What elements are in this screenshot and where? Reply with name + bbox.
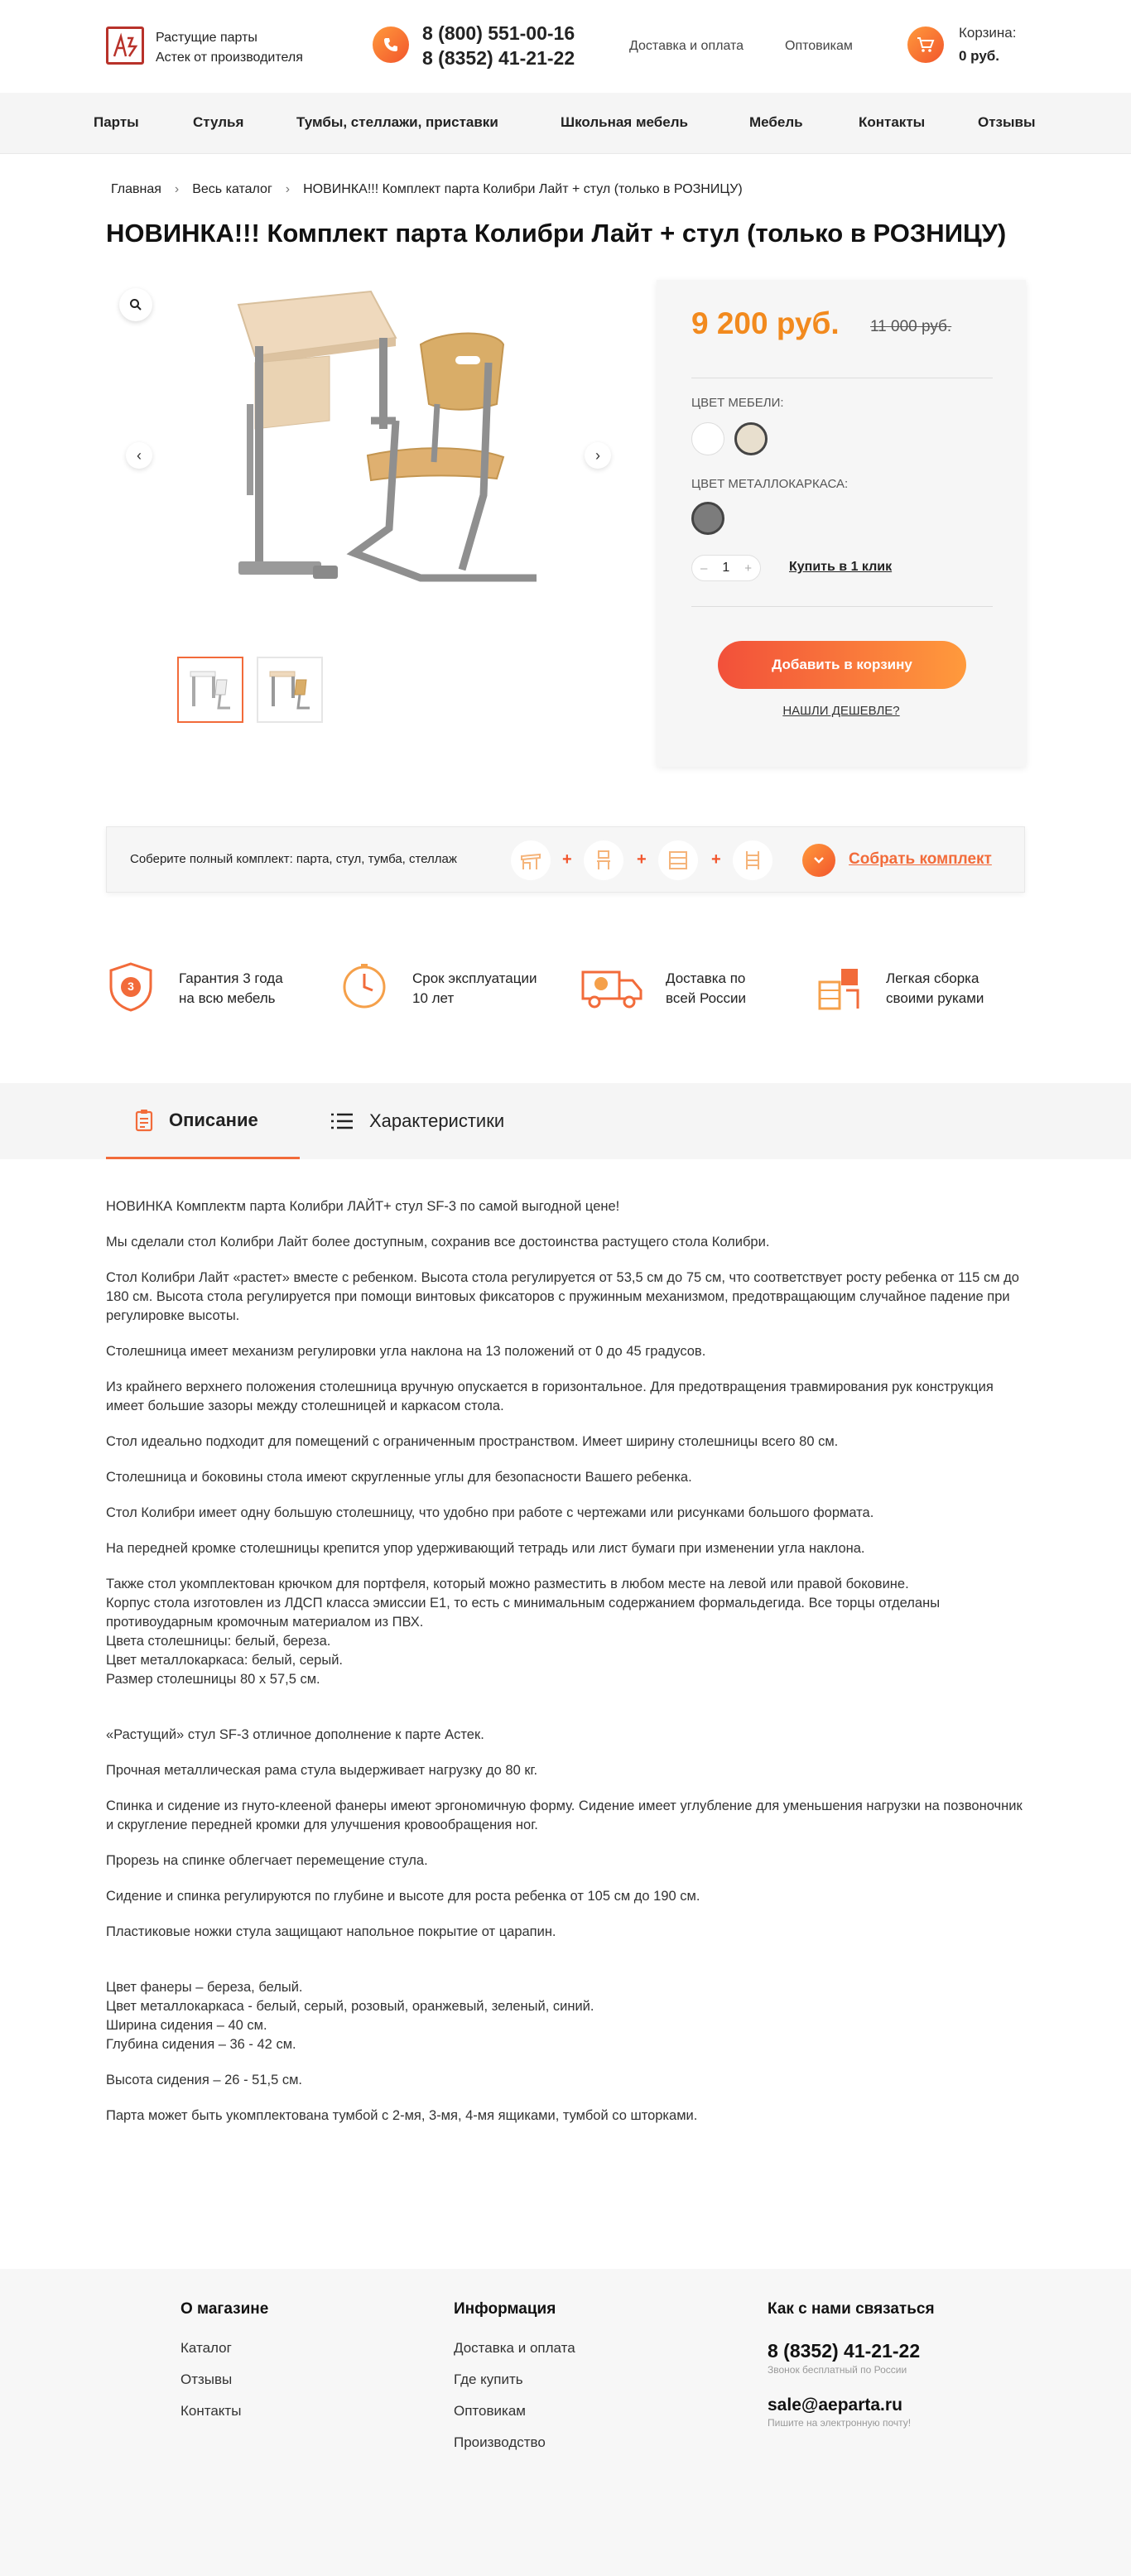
assembly-icon (813, 961, 863, 1014)
kit-bar (106, 826, 1025, 893)
description-line: Ширина сидения – 40 см. (106, 2018, 267, 2033)
spacer (106, 1706, 1025, 1726)
clock-icon (339, 961, 389, 1014)
footer-link-delivery[interactable]: Доставка и оплата (454, 2340, 575, 2356)
feature-delivery (580, 961, 811, 1018)
buy-one-click-link[interactable]: Купить в 1 клик (789, 560, 893, 574)
feature-line-1: Срок эксплуатации (412, 970, 537, 986)
footer-about (180, 2300, 268, 2434)
tab-specs-label: Характеристики (369, 1110, 505, 1131)
product-gallery (106, 280, 609, 641)
breadcrumb-separator: › (285, 182, 291, 196)
desk-icon (511, 840, 551, 880)
footer-link-catalog[interactable]: Каталог (180, 2340, 232, 2356)
nav-item-contacts[interactable]: Контакты (859, 114, 926, 130)
shelf-icon (733, 840, 772, 880)
nav-item-desks[interactable]: Парты (94, 114, 139, 130)
description-line: Цвет фанеры – береза, белый. (106, 1980, 303, 1995)
description-paragraph: На передней кромке столешницы крепится упор удерживающий тетрадь или лист бумаги при изменении угла наклона. (106, 1541, 865, 1556)
feature-text (666, 969, 746, 1009)
phone-icon[interactable] (373, 26, 409, 63)
description-paragraph: Спинка и сидение из гнуто-клееной фанеры имеют эргономичную форму. Сидение имеет углубление для уменьшения нагрузки на позвоночник и скругление передней кромки для улучшения кровообращения ног. (106, 1798, 1023, 1832)
footer-phone-note: Звонок бесплатный по России (768, 2364, 907, 2376)
cabinet-icon (658, 840, 698, 880)
list-icon (330, 1111, 354, 1131)
chevron-down-icon[interactable] (802, 844, 835, 877)
cart-summary[interactable] (959, 22, 1016, 68)
breadcrumb-home[interactable]: Главная (111, 182, 161, 196)
chair-icon (584, 840, 623, 880)
furniture-color-label: ЦВЕТ МЕБЕЛИ: (691, 396, 784, 410)
thumbnail-1[interactable] (177, 657, 243, 723)
feature-line-2: на всю мебель (179, 990, 276, 1006)
zoom-icon[interactable] (119, 288, 152, 321)
footer-info-title: Информация (454, 2300, 556, 2318)
kit-plus: + (562, 850, 572, 869)
description-paragraph: Стол Колибри Лайт «растет» вместе с ребенком. Высота стола регулируется от 53,5 см до 75 см, что соответствует росту ребенка от 115 см до 180 см. Высота стола регулируется при помощи винтовых фиксаторов с пружинным механизмом, предотвращающим случайное падение при регулировке высоты. (106, 1270, 1019, 1323)
footer-phone[interactable]: 8 (8352) 41-21-22 (768, 2340, 921, 2362)
phone-2[interactable]: 8 (8352) 41-21-22 (422, 47, 575, 69)
spacer (106, 1958, 1025, 1978)
warranty-badge: 3 (128, 980, 134, 993)
logo-line-2: Астек от производителя (156, 51, 303, 65)
quantity-stepper[interactable] (691, 555, 761, 581)
description-paragraph: Пластиковые ножки стула защищают напольное покрытие от царапин. (106, 1924, 556, 1939)
description-paragraph: Столешница имеет механизм регулировки угла наклона на 13 положений от 0 до 45 градусов. (106, 1344, 706, 1359)
description-line: Цвет металлокаркаса - белый, серый, розовый, оранжевый, зеленый, синий. (106, 1999, 594, 2014)
quantity-value[interactable]: 1 (722, 561, 730, 575)
tab-description-label: Описание (169, 1109, 258, 1130)
next-image-button[interactable]: › (585, 442, 611, 469)
description-paragraph: НОВИНКА Комплектм парта Колибри ЛАЙТ+ стул SF-3 по самой выгодной цене! (106, 1199, 620, 1214)
description-paragraph: Стол идеально подходит для помещений с ограниченным пространством. Имеет ширину столешницы всего 80 см. (106, 1434, 839, 1449)
product-image (197, 280, 561, 641)
logo-mark-icon (111, 31, 139, 60)
description-paragraph: Сидение и спинка регулируются по глубине и высоте для роста ребенка от 105 см до 190 см. (106, 1889, 700, 1904)
price-box (657, 280, 1026, 767)
quantity-plus[interactable]: + (744, 561, 752, 575)
feature-line-1: Доставка по (666, 970, 746, 986)
logo[interactable] (106, 26, 144, 65)
site-footer (0, 2269, 1131, 2576)
description-paragraph: Стол Колибри имеет одну большую столешницу, что удобно при работе с чертежами или рисунками большого формата. (106, 1505, 874, 1520)
breadcrumb (111, 182, 743, 197)
feature-assembly (813, 961, 1045, 1018)
product-old-price: 11 000 руб. (870, 318, 952, 335)
feature-lifetime (339, 961, 571, 1018)
description-paragraph: Прорезь на спинке облегчает перемещение стула. (106, 1853, 428, 1868)
header-phones (422, 21, 575, 70)
breadcrumb-separator: › (174, 182, 180, 196)
nav-item-reviews[interactable]: Отзывы (978, 114, 1036, 130)
description-paragraph: Парта может быть укомплектована тумбой с 2-мя, 3-мя, 4-мя ящиками, тумбой со шторками. (106, 2108, 698, 2123)
feature-text (179, 969, 283, 1009)
document-icon (134, 1109, 154, 1132)
description-paragraph: Высота сидения – 26 - 51,5 см. (106, 2073, 303, 2087)
kit-plus: + (637, 850, 647, 869)
feature-warranty (106, 961, 338, 1018)
description-line: Глубина сидения – 36 - 42 см. (106, 2037, 296, 2052)
phone-1[interactable]: 8 (800) 551-00-16 (422, 22, 575, 44)
cart-total: 0 руб. (959, 48, 1000, 64)
quantity-minus[interactable]: – (700, 561, 708, 575)
site-header (0, 0, 1131, 93)
feature-line-2: 10 лет (412, 990, 455, 1006)
furniture-color-birch[interactable] (734, 422, 768, 455)
frame-color-grey[interactable] (691, 502, 724, 535)
description-paragraph: Из крайнего верхнего положения столешница вручную опускается в горизонтальное. Для предотвращения травмирования рук конструкция имеет большие зазоры между столешницей и каркасом стола. (106, 1379, 994, 1413)
wholesale-link[interactable]: Оптовикам (785, 39, 853, 53)
footer-about-title: О магазине (180, 2300, 269, 2318)
product-price: 9 200 руб. (691, 306, 840, 340)
logo-text (156, 28, 303, 68)
footer-link-wholesale[interactable]: Оптовикам (454, 2403, 526, 2419)
description-line: Размер столешницы 80 х 57,5 см. (106, 1672, 320, 1687)
description-paragraph: Мы сделали стол Колибри Лайт более доступным, сохранив все достоинства растущего стола Колибри. (106, 1235, 770, 1249)
footer-email-note: Пишите на электронную почту! (768, 2417, 912, 2429)
footer-email[interactable]: sale@aeparta.ru (768, 2395, 902, 2415)
page-title: НОВИНКА!!! Комплект парта Колибри Лайт + стул (только в РОЗНИЦУ) (106, 219, 1007, 248)
footer-link-production[interactable]: Производство (454, 2434, 546, 2450)
footer-link-contacts[interactable]: Контакты (180, 2403, 242, 2419)
nav-item-cabinets[interactable]: Тумбы, стеллажи, приставки (296, 114, 498, 130)
feature-text (412, 969, 537, 1009)
delivery-link[interactable]: Доставка и оплата (629, 39, 744, 53)
description-paragraph: «Растущий» стул SF-3 отличное дополнение к парте Астек. (106, 1727, 484, 1742)
footer-link-where-to-buy[interactable]: Где купить (454, 2371, 523, 2387)
footer-contacts (768, 2300, 935, 2429)
feature-line-1: Гарантия 3 года (179, 970, 283, 986)
found-cheaper-link[interactable]: НАШЛИ ДЕШЕВЛЕ? (782, 704, 900, 718)
feature-text (886, 969, 984, 1009)
cart-label: Корзина: (959, 25, 1017, 41)
description-line: Корпус стола изготовлен из ЛДСП класса эмиссии Е1, то есть с минимальным содержанием формальдегида. Все торцы отделаны противоударным кромочным материалом из ПВХ. (106, 1596, 941, 1630)
tab-description[interactable] (106, 1083, 300, 1159)
description-paragraph: Столешница и боковины стола имеют скругленные углы для безопасности Вашего ребенка. (106, 1470, 692, 1485)
product-description (106, 1197, 1025, 2142)
feature-line-1: Легкая сборка (886, 970, 979, 986)
divider (691, 606, 993, 607)
breadcrumb-catalog[interactable]: Весь каталог (192, 182, 272, 196)
frame-color-label: ЦВЕТ МЕТАЛЛОКАРКАСА: (691, 477, 849, 491)
kit-text: Соберите полный комплект: парта, стул, тумба, стеллаж (130, 852, 457, 866)
nav-item-chairs[interactable]: Стулья (193, 114, 244, 130)
main-nav (0, 93, 1131, 154)
description-line: Цвет металлокаркаса: белый, серый. (106, 1653, 344, 1668)
cart-icon[interactable] (907, 26, 944, 63)
build-kit-link[interactable]: Собрать комплект (849, 850, 992, 868)
description-line: Также стол укомплектован крючком для портфеля, который можно разместить в любом месте на левой или правой боковине. (106, 1577, 909, 1591)
tab-specs[interactable] (330, 1083, 504, 1159)
kit-plus: + (711, 850, 721, 869)
nav-item-furniture[interactable]: Мебель (749, 114, 803, 130)
breadcrumb-current: НОВИНКА!!! Комплект парта Колибри Лайт + стул (только в РОЗНИЦУ) (303, 182, 743, 196)
description-line: Цвета столешницы: белый, береза. (106, 1634, 331, 1649)
add-to-cart-button[interactable]: Добавить в корзину (718, 641, 966, 689)
feature-line-2: своими руками (886, 990, 984, 1006)
prev-image-button[interactable]: ‹ (126, 442, 152, 469)
thumbnail-2[interactable] (257, 657, 323, 723)
truck-icon (580, 961, 646, 1014)
nav-item-school[interactable]: Школьная мебель (561, 114, 688, 130)
logo-line-1: Растущие парты (156, 31, 257, 45)
feature-line-2: всей России (666, 990, 747, 1006)
description-paragraph: Прочная металлическая рама стула выдерживает нагрузку до 80 кг. (106, 1763, 538, 1778)
footer-link-reviews[interactable]: Отзывы (180, 2371, 233, 2387)
furniture-color-white[interactable] (691, 422, 724, 455)
footer-info (454, 2300, 575, 2466)
footer-contacts-title: Как с нами связаться (768, 2300, 935, 2318)
